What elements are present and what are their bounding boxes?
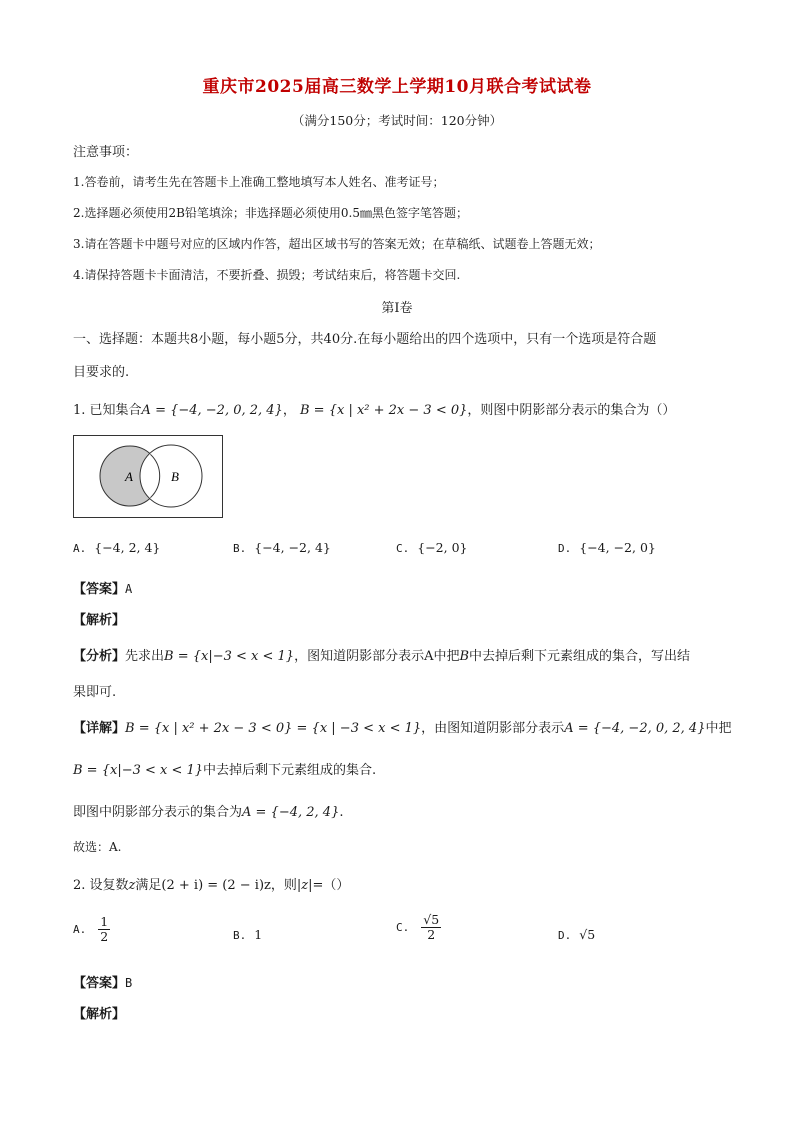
section-title: 第I卷 — [381, 301, 413, 316]
q1-analysis-tag: 【解析】 — [73, 613, 126, 628]
q1-choose: 故选：A. — [73, 840, 122, 854]
exam-info: （满分150分；考试时间：120分钟） — [291, 113, 503, 128]
q1-detail-cont: B = {x|−3 < x < 1}中去掉后剩下元素组成的集合. — [73, 763, 377, 778]
q1-fenxi-cont: 果即可. — [73, 685, 117, 700]
part-one-instructions-cont: 目要求的. — [73, 365, 130, 380]
question-2-stem: 2. 设复数z满足(2 + i) = (2 − i)z，则|z|=（） — [73, 878, 350, 893]
q1-option-b[interactable]: B. {−4, −2, 4} — [233, 540, 331, 555]
notice-heading: 注意事项： — [73, 145, 139, 160]
q1-option-c[interactable]: C. {−2, 0} — [396, 540, 468, 555]
venn-label-a: A — [125, 469, 133, 484]
q2-option-d[interactable]: D. √5 — [558, 927, 596, 942]
notice-item: 1.答卷前，请考生先在答题卡上准确工整地填写本人姓名、准考证号； — [73, 175, 445, 189]
q1-answer: 【答案】A — [73, 582, 133, 597]
q2-option-b[interactable]: B. 1 — [233, 927, 263, 942]
question-1-stem: 1. 已知集合A = {−4, −2, 0, 2, 4}， B = {x | x² + 2x − 3 < 0}，则图中阴影部分表示的集合为（） — [73, 403, 676, 418]
q1-conclusion: 即图中阴影部分表示的集合为A = {−4, 2, 4}. — [73, 805, 344, 820]
q1-option-a[interactable]: A. {−4, 2, 4} — [73, 540, 161, 555]
q2-option-c[interactable]: C. $\frac{√5}{2}$ — [396, 912, 440, 942]
notice-item: 2.选择题必须使用2B铅笔填涂；非选择题必须使用0.5㎜黑色签字笔答题； — [73, 206, 468, 220]
q2-analysis-tag: 【解析】 — [73, 1007, 126, 1022]
q1-fenxi: 【分析】先求出B = {x|−3 < x < 1}，图知道阴影部分表示A中把B中去掉后剩下元素组成的集合，写出结 — [73, 649, 691, 664]
venn-diagram — [73, 435, 223, 518]
notice-item: 3.请在答题卡中题号对应的区域内作答，超出区域书写的答案无效；在草稿纸、试题卷上答题无效； — [73, 237, 601, 251]
part-one-instructions: 一、选择题：本题共8小题，每小题5分，共40分.在每小题给出的四个选项中，只有一个选项是符合题 — [73, 332, 657, 347]
set-a-definition: A = {−4, −2, 0, 2, 4} — [141, 403, 283, 418]
q2-option-a[interactable]: A. $\frac{1}{2}$ — [73, 914, 109, 944]
q1-detail: 【详解】B = {x | x² + 2x − 3 < 0} = {x | −3 < x < 1}，由图知道阴影部分表示A = {−4, −2, 0, 2, 4}中把 — [73, 721, 732, 736]
q1-option-d[interactable]: D. {−4, −2, 0} — [558, 540, 656, 555]
q2-answer: 【答案】B — [73, 976, 133, 991]
venn-label-b: B — [171, 469, 179, 484]
notice-item: 4.请保持答题卡卡面清洁，不要折叠、损毁；考试结束后，将答题卡交回. — [73, 268, 461, 282]
venn-diagram-svg — [73, 435, 223, 518]
page-title: 重庆市2025届高三数学上学期10月联合考试试卷 — [202, 77, 592, 97]
set-b-definition: B = {x | x² + 2x − 3 < 0} — [300, 403, 468, 418]
complex-equation: (2 + i) = (2 − i)z — [161, 878, 271, 893]
